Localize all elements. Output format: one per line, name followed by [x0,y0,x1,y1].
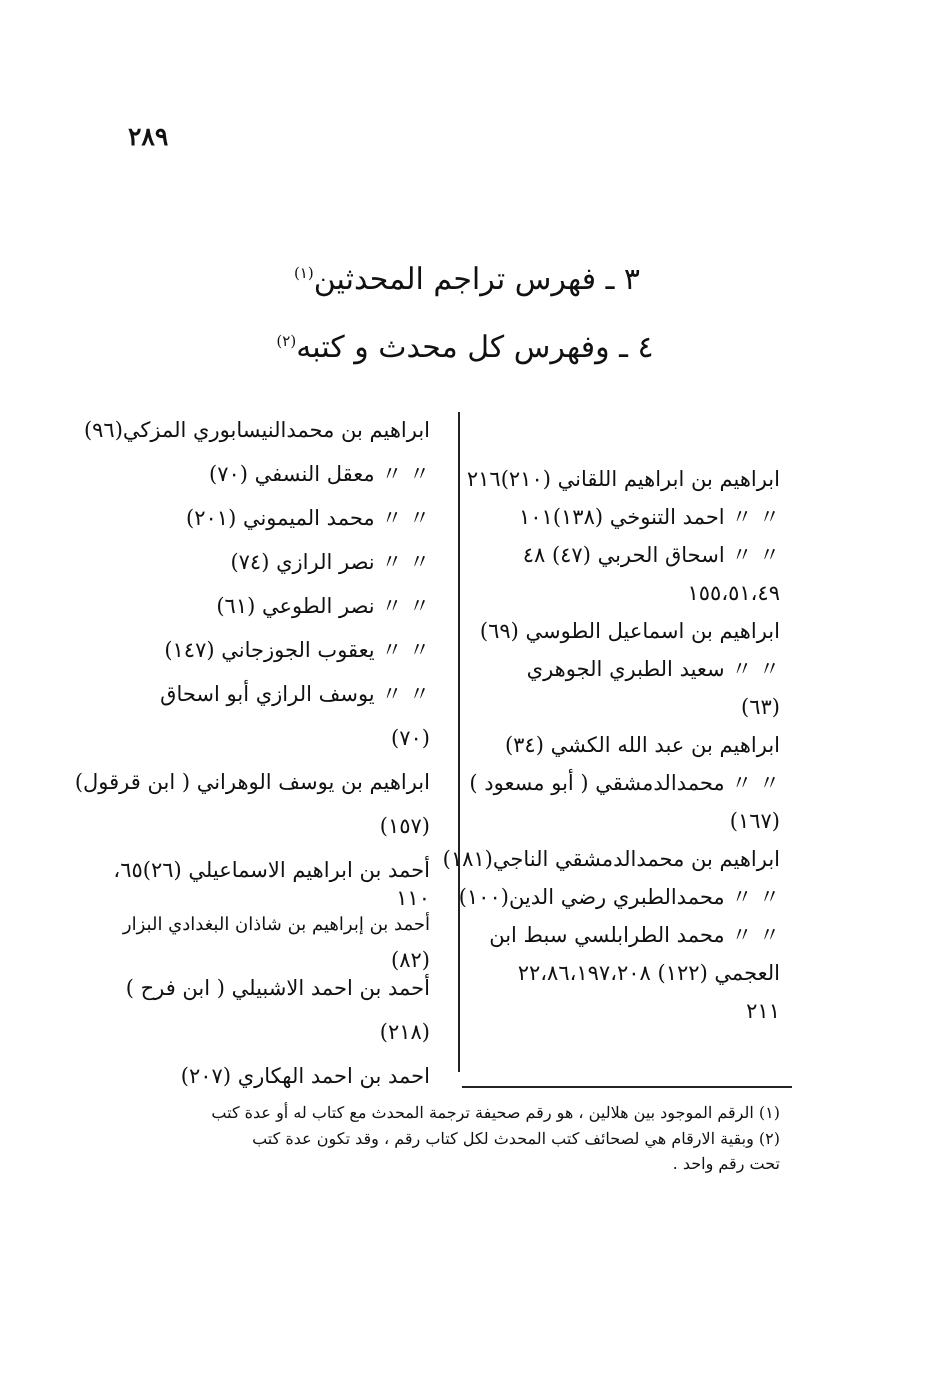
index-entry: ابراهيم بن ابراهيم اللقاني (٢١٠)٢١٦ [466,467,780,491]
footnotes [140,1100,780,1177]
index-entry: 〃 〃 محمدالطبري رضي الدين(١٠٠) [458,885,780,909]
index-entry: أحمد بن احمد الاشبيلي ( ابن فرح ) [125,976,430,1000]
index-entry: احمد بن احمد الهكاري (٢٠٧) [180,1064,430,1088]
index-entry: 〃 〃 يعقوب الجوزجاني (١٤٧) [164,638,430,662]
index-column-left [60,416,430,1106]
index-entry: (٢١٨) [379,1020,430,1044]
index-entry: ١٥٥،٥١،٤٩ [687,581,780,605]
index-entry: 〃 〃 سعيد الطبري الجوهري [526,657,780,681]
footnote-2-continued: تحت رقم واحد . [672,1154,780,1174]
index-entry: (١٥٧) [379,814,430,838]
index-entry: 〃 〃 محمدالدمشقي ( أبو مسعود ) [469,771,780,795]
footnote-ref-1: (١) [293,264,314,282]
section-heading-4 [0,330,930,365]
index-entry: 〃 〃 اسحاق الحربي (٤٧) ٤٨ [522,543,780,567]
index-entry: ابراهيم بن محمدالنيسابوري المزكي(٩٦) [83,418,430,442]
section-heading-3 [0,262,930,297]
index-entry: ابراهيم بن اسماعيل الطوسي (٦٩) [479,619,780,643]
footnote-1: (١) الرقم الموجود بين هلالين ، هو رقم صحيفة ترجمة المحدث مع كتاب له أو عدة كتب [211,1103,780,1122]
index-entry: 〃 〃 معقل النسفي (٧٠) [209,462,430,486]
footnote-ref-2: (٢) [276,332,297,350]
index-entry: (٧٠) [391,726,430,750]
index-entry: (١٦٧) [729,809,780,833]
index-entry: 〃 〃 احمد التنوخي (١٣٨)١٠١ [518,505,780,529]
heading-3-text: ٣ ـ فهرس تراجم المحدثين [313,262,641,297]
heading-4-text: ٤ ـ وفهرس كل محدث و كتبه [296,330,654,365]
index-entry: 〃 〃 محمد الطرابلسي سبط ابن [489,923,780,947]
index-entry: العجمي (١٢٢) ٢٢،٨٦،١٩٧،٢٠٨ [517,961,780,985]
index-entry: 〃 〃 يوسف الرازي أبو اسحاق [160,682,430,706]
index-entry: 〃 〃 محمد الميموني (٢٠١) [186,506,430,530]
index-entry: (٦٣) [741,695,780,719]
index-entry: أحمد بن إبراهيم بن شاذان البغدادي البزار [122,914,430,935]
footnote-separator [462,1086,792,1088]
index-entry: (٨٢) [391,948,430,972]
index-entry: ابراهيم بن محمدالدمشقي الناجي(١٨١) [442,847,780,871]
index-entry: أحمد بن ابراهيم الاسماعيلي (٢٦)٦٥، [113,858,430,882]
footnote-2: (٢) وبقية الارقام هي لصحائف كتب المحدث لكل كتاب رقم ، وقد تكون عدة كتب [252,1128,780,1148]
index-column-right [442,465,780,1035]
index-entry: 〃 〃 نصر الطوعي (٦١) [216,594,430,618]
index-entry: ٢١١ [746,999,780,1023]
index-entry: 〃 〃 نصر الرازي (٧٤) [230,550,430,574]
page-number: ٢٨٩ [128,122,169,151]
index-entry: ابراهيم بن يوسف الوهراني ( ابن قرقول) [74,770,430,794]
index-entry: ابراهيم بن عبد الله الكشي (٣٤) [504,733,780,757]
index-entry: ١١٠ [396,886,430,910]
